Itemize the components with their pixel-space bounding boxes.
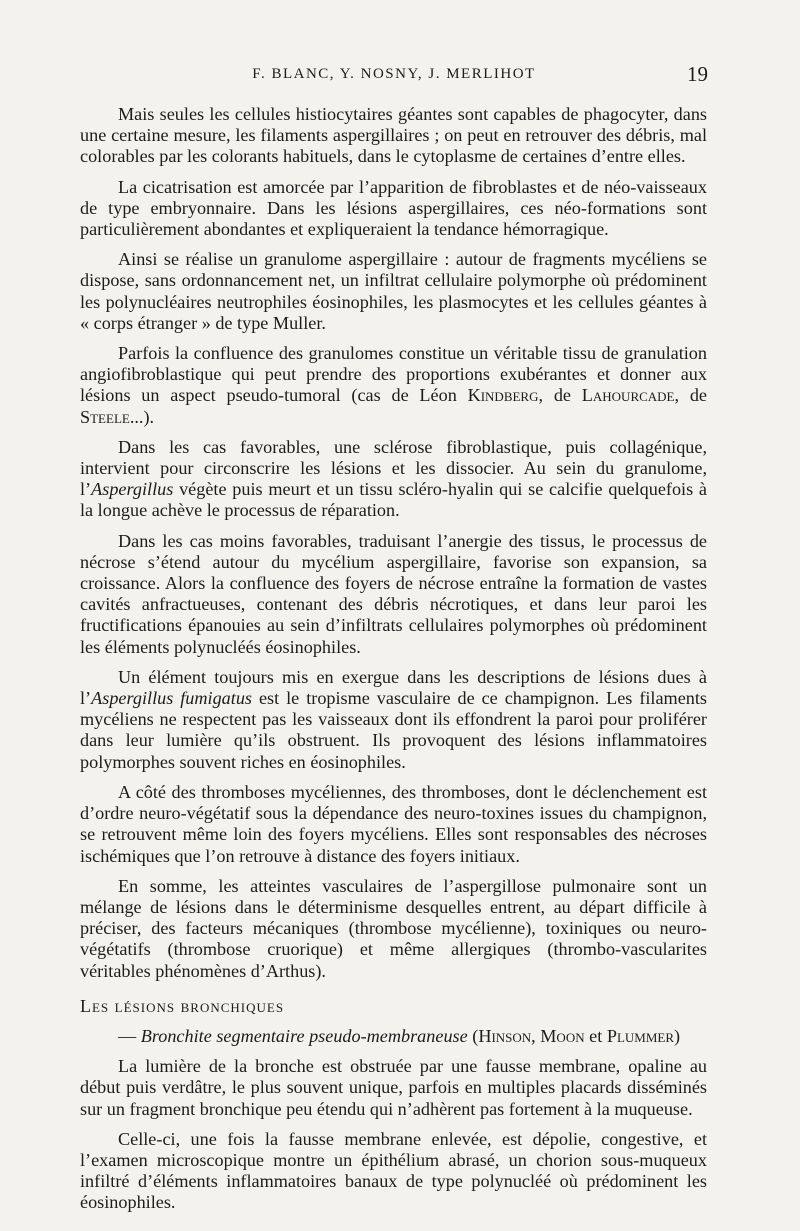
author-name: Kindberg — [467, 385, 539, 406]
text-run: — — [118, 1025, 141, 1046]
italic-term: Aspergillus fumigatus — [91, 688, 253, 709]
text-run: Parfois la confluence des granulomes constitue un véritable tissu de granulation angiofibroblastique qui peut prendre des proportions exubérantes et donner aux lésions un aspect pseudo-tumoral (cas de Léon — [80, 343, 707, 406]
author-name: Steele — [80, 406, 130, 427]
text-run: est le tropisme vasculaire de ce champignon. Les filaments mycéliens ne respectent pas les vaisseaux dont ils effondrent la paroi pour proliférer dans leur lumière qu’ils obstruent. Ils provoquent des lésions inflammatoires polymorphes souvent riches en éosinophiles. — [80, 688, 707, 772]
text-run: ( — [467, 1025, 479, 1046]
paragraph: Mais seules les cellules histiocytaires géantes sont capables de phagocyter, dans une certaine mesure, les filaments aspergillaires ; on peut en retrouver des débris, mal colorables par les colorants habituels, dans le cytoplasme de certaines d’entre elles. — [80, 104, 707, 167]
page-number: 19 — [687, 62, 708, 86]
section-heading: Les lésions bronchiques — [80, 995, 285, 1016]
text-run: ...). — [129, 406, 155, 427]
text-run: végète puis meurt et un tissu scléro-hyalin qui se calcifie quelquefois à la longue achève le processus de réparation. — [80, 479, 707, 521]
paragraph — [80, 343, 707, 428]
paragraph — [80, 667, 707, 773]
running-head: F. BLANC, Y. NOSNY, J. MERLIHOT — [252, 66, 536, 82]
author-name: Lahourcade — [581, 385, 675, 406]
text-run: , — [531, 1025, 541, 1046]
subsection-heading — [80, 1026, 707, 1047]
paragraph: La cicatrisation est amorcée par l’apparition de fibroblastes et de néo-vaisseaux de type embryonnaire. Dans les lésions aspergillaires, ces néo-formations sont particulièrement abondantes et expliqueraient la tendance hémorragique. — [80, 176, 707, 240]
text-run: Un élément toujours mis en exergue dans les descriptions de lésions dues à l’ — [80, 666, 707, 709]
text-run: Dans les cas favorables, une sclérose fibroblastique, puis collagénique, intervient pour circonscrire les lésions et les dissocier. Au sein du granulome, l’ — [80, 436, 707, 500]
body-text — [80, 104, 707, 1223]
paragraph: Dans les cas moins favorables, traduisant l’anergie des tissus, le processus de nécrose s’étend autour du mycélium aspergillaire, favorise son expansion, sa croissance. Alors la confluence des foyers de nécrose entraîne la formation de vastes cavités anfractueuses, contenant des débris nécrotiques, et dans leur paroi les fructifications épanouies au sein d’infiltrats cellulaires polymorphes où prédominent les éléments polynucléés éosinophiles. — [80, 530, 707, 657]
paragraph: La lumière de la bronche est obstruée par une fausse membrane, opaline au début puis verdâtre, le plus souvent unique, parfois en multiples placards disséminés sur un fragment bronchique peu étendu qui n’adhèrent pas fortement à la muqueuse. — [80, 1056, 707, 1119]
text-run: , de — [674, 385, 708, 406]
author-name: Moon — [540, 1025, 585, 1046]
text-run: ) — [674, 1025, 681, 1046]
paragraph: Ainsi se réalise un granulome aspergillaire : autour de fragments mycéliens se dispose, sans ordonnancement net, un infiltrat cellulaire polymorphe où prédominent les polynucléaires neutrophiles éosinophiles, les plasmocytes et les cellules géantes à « corps étranger » de type Muller. — [80, 249, 707, 333]
text-run: , de — [538, 385, 582, 406]
paragraph: En somme, les atteintes vasculaires de l’aspergillose pulmonaire sont un mélange de lésions dans le déterminisme desquelles entrent, au départ difficile à préciser, des facteurs mécaniques (thrombose mycélienne), toxiniques ou neuro-végétatifs (thrombose cruorique) et même allergiques (thrombo-vascularites véritables phénomènes d’Arthus). — [80, 875, 707, 981]
author-name: Hinson — [478, 1025, 532, 1046]
paragraph — [80, 437, 707, 522]
paragraph: Celle-ci, une fois la fausse membrane enlevée, est dépolie, congestive, et l’examen microscopique montre un épithélium abrasé, un chorion sous-muqueux infiltré d’éléments inflammatoires banaux de type polynucléé où prédominent les éosinophiles. — [80, 1128, 707, 1213]
author-name: Plummer — [606, 1025, 675, 1046]
text-run: et — [584, 1025, 607, 1046]
paragraph: A côté des thromboses mycéliennes, des thromboses, dont le déclenchement est d’ordre neuro-végétatif sous la dépendance des neuro-toxines issues du champignon, se retrouvent même loin des foyers mycéliens. Elles sont responsables des nécroses ischémiques que l’on retrouve à distance des foyers initiaux. — [80, 781, 707, 866]
page-header — [80, 62, 708, 92]
subsection-title: Bronchite segmentaire pseudo-membraneuse — [140, 1025, 468, 1046]
italic-term: Aspergillus — [91, 479, 174, 500]
